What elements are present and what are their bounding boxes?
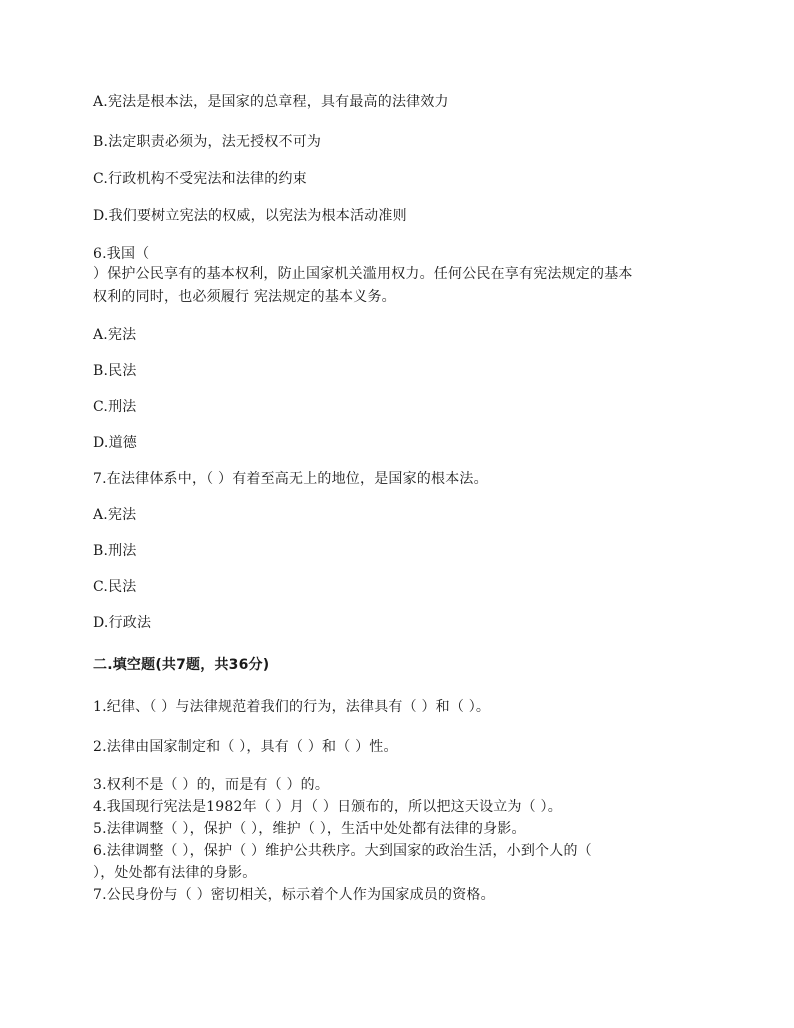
fill-item-6-line1: 6.法律调整（ ），保护（ ）维护公共秩序。大到国家的政治生活，小到个人的（ — [93, 843, 592, 859]
fill-item-4: 4.我国现行宪法是1982年（ ）月（ ）日颁布的，所以把这天设立为（ ）。 — [93, 799, 562, 815]
fill-item-7: 7.公民身份与（ ）密切相关，标示着个人作为国家成员的资格。 — [93, 887, 495, 903]
q6-option-d: D.道德 — [93, 435, 137, 451]
fill-item-3: 3.权利不是（ ）的，而是有（ ）的。 — [93, 777, 330, 793]
q7-option-c: C.民法 — [93, 579, 137, 595]
section-title: 二.填空题(共7题，共36分) — [93, 657, 270, 673]
q7-option-d: D.行政法 — [93, 615, 152, 631]
q6-option-b: B.民法 — [93, 363, 137, 379]
fill-item-6-line2: ），处处都有法律的身影。 — [93, 865, 257, 881]
fill-item-2: 2.法律由国家制定和（ ），具有（ ）和（ ）性。 — [93, 739, 398, 755]
q5-option-d: D.我们要树立宪法的权威，以宪法为根本活动准则 — [93, 208, 407, 224]
q5-option-a: A.宪法是根本法，是国家的总章程，具有最高的法律效力 — [93, 94, 449, 110]
q7-option-b: B.刑法 — [93, 543, 137, 559]
q5-option-b: B.法定职责必须为，法无授权不可为 — [93, 134, 322, 150]
q5-option-c: C.行政机构不受宪法和法律的约束 — [93, 171, 307, 187]
q6-stem-line1: 6.我国（ — [93, 246, 150, 262]
fill-item-5: 5.法律调整（ ），保护（ ），维护（ ），生活中处处都有法律的身影。 — [93, 821, 526, 837]
q7-option-a: A.宪法 — [93, 507, 137, 523]
q6-option-a: A.宪法 — [93, 327, 137, 343]
q6-stem-line2: ）保护公民享有的基本权利，防止国家机关滥用权力。任何公民在享有宪法规定的基本 — [93, 266, 633, 282]
fill-item-1: 1.纪律、（ ）与法律规范着我们的行为，法律具有（ ）和（ ）。 — [93, 699, 491, 715]
q6-option-c: C.刑法 — [93, 399, 137, 415]
q6-stem-line3: 权利的同时，也必须履行 宪法规定的基本义务。 — [93, 289, 396, 305]
q7-stem: 7.在法律体系中，（ ）有着至高无上的地位，是国家的根本法。 — [93, 471, 488, 487]
